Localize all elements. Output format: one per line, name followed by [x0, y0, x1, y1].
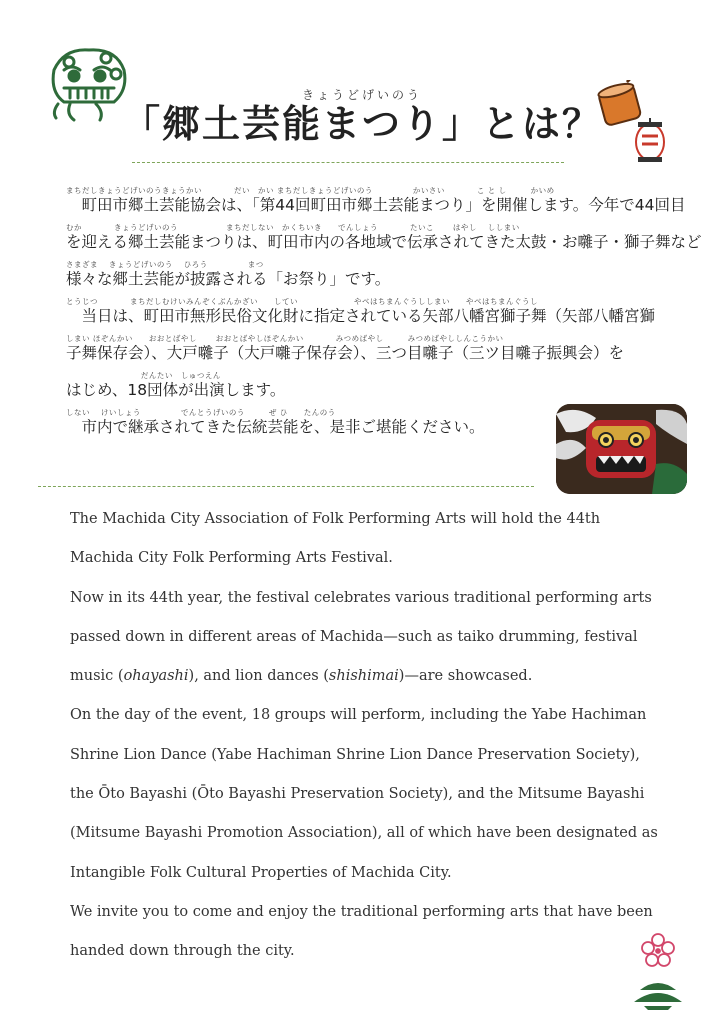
jp-paragraph-2 [66, 297, 696, 400]
jp-line: 当日は、町田市無形民俗文化財に指定されている矢部八幡宮獅子舞（矢部八幡宮獅 [66, 307, 656, 325]
section-divider [38, 486, 534, 487]
en-text-part: handed down through the city. [70, 943, 295, 960]
en-line [70, 500, 680, 539]
en-text-part: Now in its 44th year, the festival celebrates various traditional performing arts [70, 589, 652, 606]
page-title: 「郷土芸能まつり」とは？ [121, 102, 602, 146]
ruby-line: むか きょうどげいのう まちだしない かくちいき でんしょう たいこ はやし ししまい [66, 223, 520, 232]
jp-line: はじめ、18団体が出演します。 [66, 381, 286, 399]
en-line [70, 775, 680, 814]
en-line [70, 579, 680, 618]
jp-paragraph-1 [66, 186, 702, 289]
en-text-part: passed down in different areas of Machida—such as taiko drumming, festival [70, 628, 638, 645]
title-ruby: きょうどげいのう [301, 88, 422, 102]
en-text-part: music ( [70, 668, 124, 685]
jp-line: 町田市郷土芸能協会は、「第44回町田市郷土芸能まつり」を開催します。今年で44回目 [66, 196, 686, 214]
italic-term: shishimai [328, 668, 399, 685]
english-text [70, 500, 680, 972]
en-text-part: the Ōto Bayashi (Ōto Bayashi Preservation Society), and the Mitsume Bayashi [70, 786, 645, 803]
en-line [70, 539, 680, 578]
jp-line: 様々な郷土芸能が披露される「お祭り」です。 [66, 270, 391, 288]
flower-pine-icon [628, 930, 688, 1010]
ruby-line: しない けいしょう でんとうげいのう ぜ ひ たんのう [66, 408, 336, 417]
japanese-text [66, 186, 702, 437]
en-line [70, 932, 680, 971]
en-text-part: Intangible Folk Cultural Properties of Machida City. [70, 864, 452, 881]
ruby-line: だんたい しゅつえん [66, 371, 221, 380]
title-block [0, 86, 724, 146]
jp-line: 子舞保存会）、大戸囃子（大戸囃子保存会）、三つ目囃子（三ツ目囃子振興会）を [66, 344, 625, 362]
en-text-part: The Machida City Association of Folk Performing Arts will hold the 44th [70, 511, 601, 527]
lion-dance-photo [556, 404, 687, 494]
ruby-line: しまい ほぞんかい おおとばやし おおとばやしほぞんかい みつめばやし みつめばやししんこうかい [66, 334, 504, 343]
title-divider [132, 162, 564, 163]
en-line [70, 814, 680, 853]
en-text-part: Machida City Folk Performing Arts Festival. [70, 550, 393, 567]
en-text-part: ), and lion dances ( [188, 668, 329, 685]
en-text-part: We invite you to come and enjoy the traditional performing arts that have been [70, 903, 653, 920]
jp-line: 市内で継承されてきた伝統芸能を、是非ご堪能ください。 [66, 418, 485, 436]
en-text-part: Shrine Lion Dance (Yabe Hachiman Shrine Lion Dance Preservation Society), [70, 746, 640, 763]
ruby-line: まちだしきょうどげいのうきょうかい だい かい まちだしきょうどげいのう かいさい こ と し かいめ [66, 186, 555, 195]
en-text-part: (Mitsume Bayashi Promotion Association), all of which have been designated as [70, 825, 658, 842]
en-line [70, 696, 680, 735]
jp-line: を迎える郷土芸能まつりは、町田市内の各地域で伝承されてきた太鼓・お囃子・獅子舞など [66, 233, 702, 251]
en-line [70, 657, 680, 696]
en-text-part: )—are showcased. [398, 668, 533, 685]
ruby-line: さまざま きょうどげいのう ひろう まつ [66, 260, 264, 269]
en-line [70, 854, 680, 893]
ruby-line: とうじつ まちだしむけいみんぞくぶんかざい してい やべはちまんぐうししまい やべはちまんぐうし [66, 297, 538, 306]
en-line [70, 618, 680, 657]
en-text-part: On the day of the event, 18 groups will perform, including the Yabe Hachiman [70, 707, 647, 724]
en-line [70, 893, 680, 932]
italic-term: ohayashi [123, 668, 189, 685]
en-line [70, 736, 680, 775]
